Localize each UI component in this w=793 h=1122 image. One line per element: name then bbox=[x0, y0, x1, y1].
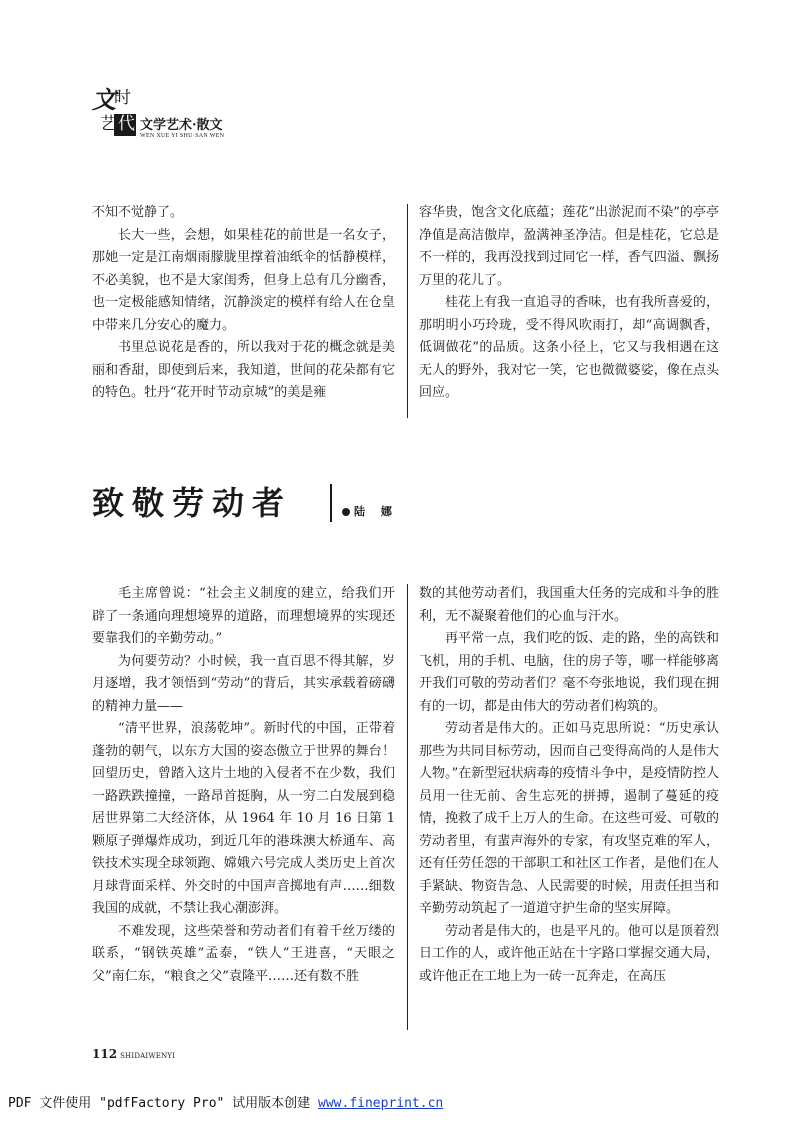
paragraph: 长大一些，会想，如果桂花的前世是一名女子，那她一定是江南烟雨朦胧里撑着油纸伞的恬静模样，不必美貌，也不是大家闺秀，但身上总有几分幽香，也一定极能感知情绪，沉静淡定的模样有给人在仓皇中带来几分安心的魔力。 bbox=[92, 227, 395, 333]
paragraph: 再平常一点，我们吃的饭、走的路，坐的高铁和飞机，用的手机、电脑，住的房子等，哪一样能够离开我们可敬的劳动者们？毫不夸张地说，我们现在拥有的一切，都是由伟大的劳动者们构筑的。 bbox=[419, 631, 719, 714]
page-number-value: 112 bbox=[92, 1047, 118, 1061]
paragraph: 不知不觉静了。 bbox=[92, 205, 184, 220]
paragraph: 为何要劳动？小时候，我一直百思不得其解，岁月逐增，我才领悟到“劳动”的背后，其实承载着磅礴的精神力量—— bbox=[92, 653, 395, 714]
logo-char: 艺 bbox=[100, 114, 117, 134]
paragraph: 书里总说花是香的，所以我对于花的概念就是美丽和香甜，即使到后来，我知道，世间的花朵都有它的特色。牡丹“花开时节动京城”的美是雍 bbox=[92, 340, 395, 400]
paragraph: 劳动者是伟大的，也是平凡的。他可以是顶着烈日工作的人，或许他正站在十字路口掌握交通大局，或许他正在工地上为一砖一瓦奔走，在高压 bbox=[419, 923, 719, 984]
bullet-icon bbox=[342, 508, 350, 516]
article-right-column bbox=[419, 583, 719, 988]
paragraph: 容华贵，饱含文化底蕴；莲花“出淤泥而不染”的亭亭净值是高洁傲岸，盈满神圣净洁。但是桂花，它总是不一样的，我再没找到过同它一样，香气四溢、飘扬万里的花儿了。 bbox=[419, 205, 719, 288]
footer-text: PDF 文件使用 "pdfFactory Pro" 试用版本创建 bbox=[8, 1096, 319, 1111]
column-divider bbox=[407, 584, 408, 1030]
page-number bbox=[92, 1047, 175, 1061]
logo-char: 代 bbox=[118, 114, 135, 134]
title-divider bbox=[330, 484, 332, 522]
magazine-name: SHIDAIWENYI bbox=[120, 1052, 176, 1060]
pdf-watermark-footer bbox=[8, 1092, 443, 1111]
column-divider bbox=[407, 204, 408, 418]
article-left-column bbox=[92, 583, 395, 988]
footer-link[interactable]: www.fineprint.cn bbox=[318, 1096, 444, 1111]
section-title: 文学艺术·散文 bbox=[140, 118, 223, 133]
author-name: 陆 娜 bbox=[354, 505, 398, 518]
article-author bbox=[342, 503, 398, 519]
paragraph: 数的其他劳动者们，我国重大任务的完成和斗争的胜利，无不凝聚着他们的心血与汗水。 bbox=[419, 586, 719, 624]
logo-char: 时 bbox=[114, 88, 131, 108]
article-title: 致敬劳动者 bbox=[92, 484, 293, 522]
paragraph: “清平世界，浪荡乾坤”。新时代的中国，正带着蓬勃的朝气，以东方大国的姿态傲立于世界的舞台！回望历史，曾踏入这片土地的入侵者不在少数，我们一路跌跌撞撞，一路昂首挺胸，从一穷二白发展到稳居世界第二大经济体，从 1964 年 10 月 16 日第 1 颗原子弹爆炸成功，到近几年的港珠澳大桥通车、高铁技术实现全球领跑、嫦娥六号完成人类历史上首次月球背面采样、外交时的中国声音掷地有声……细数我国的成就，不禁让我心潮澎湃。 bbox=[92, 721, 395, 916]
prev-article-right-column bbox=[419, 202, 719, 405]
prev-article-left-column bbox=[92, 202, 395, 405]
paragraph: 不难发现，这些荣誉和劳动者们有着千丝万缕的联系，“钢铁英雄”孟泰，“铁人”王进喜，“天眼之父”南仁东，“粮食之父”袁隆平……还有数不胜 bbox=[92, 923, 395, 984]
paragraph: 毛主席曾说：“社会主义制度的建立，给我们开辟了一条通向理想境界的道路，而理想境界的实现还要靠我们的辛勤劳动。” bbox=[92, 586, 395, 646]
paragraph: 桂花上有我一直追寻的香味，也有我所喜爱的，那明明小巧玲珑，受不得风吹雨打，却“高调飘香，低调做花”的品质。这条小径上，它又与我相遇在这无人的野外，我对它一笑，它也微微婆娑，像在点头回应。 bbox=[419, 295, 719, 400]
magazine-logo bbox=[92, 85, 138, 140]
logo-char: 文 bbox=[92, 85, 116, 114]
masthead bbox=[92, 85, 292, 144]
paragraph: 劳动者是伟大的。正如马克思所说：“历史承认那些为共同目标劳动，因而自己变得高尚的人是伟大人物。”在新型冠状病毒的疫情斗争中，是疫情防控人员用一往无前、舍生忘死的拼搏，遏制了蔓延的疫情，挽救了成千上万人的生命。在这些可爱、可敬的劳动者里，有蜚声海外的专家，有攻坚克难的军人，还有任劳任怨的干部职工和社区工作者，是他们在人手紧缺、物资告急、人民需要的时候，用责任担当和辛勤劳动筑起了一道道守护生命的坚实屏障。 bbox=[419, 721, 719, 916]
section-subtitle: WEN XUE YI SHU·SAN WEN bbox=[140, 133, 225, 139]
